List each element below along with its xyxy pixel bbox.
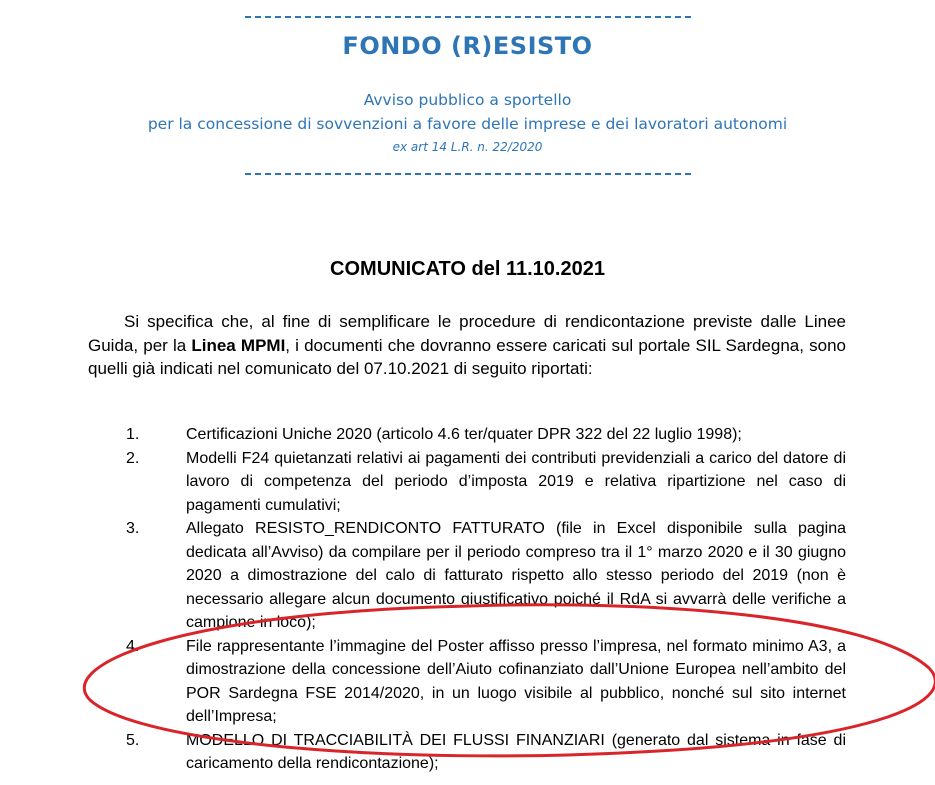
header-dashed-rule-bottom (245, 173, 691, 175)
subtitle-line-2: per la concessione di sovvenzioni a favore delle imprese e dei lavoratori autonomi (147, 115, 788, 133)
list-item-text: MODELLO DI TRACCIABILITÀ DEI FLUSSI FINANZIARI (generato dal sistema in fase di caricamento della rendicontazione); (186, 731, 846, 772)
intro-paragraph (88, 310, 846, 381)
subtitle-line-1: Avviso pubblico a sportello (363, 91, 572, 109)
list-item (0, 635, 935, 729)
intro-text-bold: Linea MPMI (191, 335, 286, 355)
list-item (0, 447, 935, 518)
documents-list (0, 423, 935, 776)
intro-text-part1: Si specifica che, al fine di semplificare le procedure di rendicontazione previste dalle Linee Guida, per la (88, 312, 846, 355)
list-item-number: 2. (126, 449, 140, 467)
list-item (0, 423, 935, 447)
list-item-text: Modelli F24 quietanzati relativi ai pagamenti dei contributi previdenziali a carico del datore di lavoro di competenza del periodo d’imposta 2019 e relativa ripartizione nel caso di pagamenti cumulativi; (186, 449, 846, 514)
list-item-text: File rappresentante l’immagine del Poster affisso presso l’impresa, nel formato minimo A3, a dimostrazione della concessione dell’Aiuto cofinanziato dall’Unione Europea nell’ambito del POR Sardegna FSE 2014/2020, in un luogo visibile al pubblico, nonché sul sito internet dell’Impresa; (186, 637, 846, 725)
document-title: FONDO (R)ESISTO (342, 32, 593, 60)
list-item-number: 3. (126, 520, 140, 537)
subtitle-legal-ref: ex art 14 L.R. n. 22/2020 (392, 140, 543, 154)
list-item (0, 729, 935, 776)
list-item-number: 5. (126, 731, 140, 749)
header-dashed-rule-top (245, 16, 691, 18)
list-item-text: Certificazioni Uniche 2020 (articolo 4.6 ter/quater DPR 322 del 22 luglio 1998); (186, 426, 742, 443)
communique-heading: COMUNICATO del 11.10.2021 (330, 258, 605, 280)
list-item-text: Allegato RESISTO_RENDICONTO FATTURATO (file in Excel disponibile sulla pagina dedicata all’Avviso) da compilare per il periodo compreso tra il 1° marzo 2020 e il 30 giugno 2020 a dimostrazione del calo di fatturato rispetto allo stesso periodo del 2019 (non è necessario allegare alcun documento giustificativo poiché il RdA si avvarrà delle verifiche a campione in loco); (186, 520, 846, 631)
list-item-number: 4. (126, 637, 140, 655)
intro-text-part2: , i documenti che dovranno essere caricati sul portale SIL Sardegna, sono quelli già indicati nel comunicato del 07.10.2021 di seguito riportati: (88, 335, 846, 378)
list-item (0, 517, 935, 635)
list-item-number: 1. (126, 426, 140, 443)
